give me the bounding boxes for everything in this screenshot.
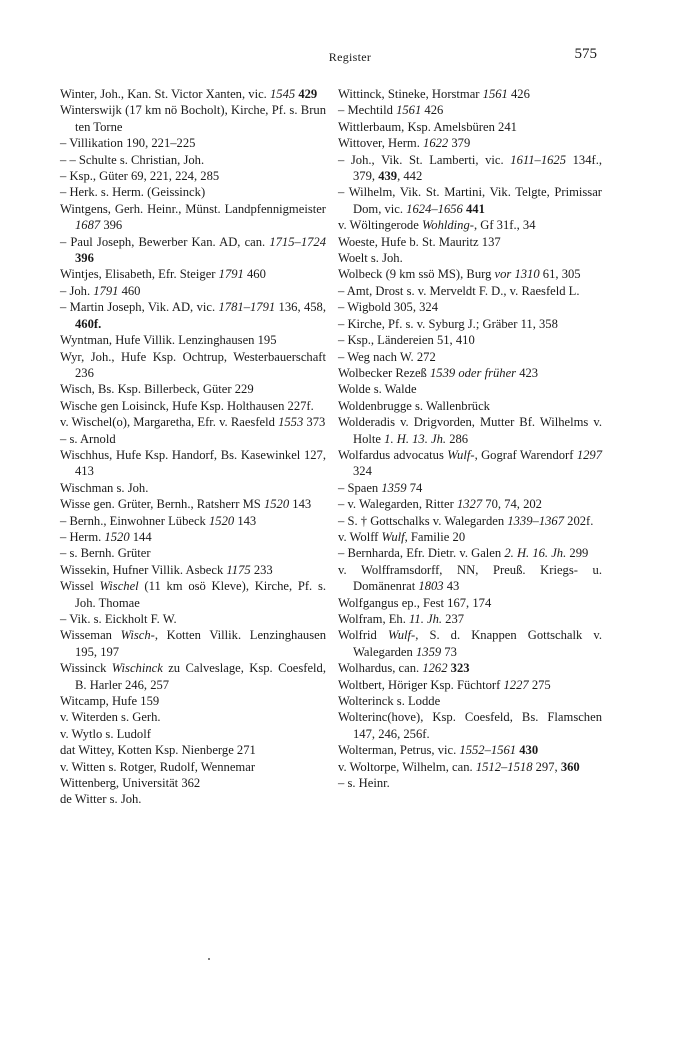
index-column-left [60, 86, 326, 808]
entry-text: 297, [532, 759, 561, 774]
entry-text: 237 [442, 612, 465, 626]
index-entry [338, 693, 602, 709]
entry-text: zu Calveslage, Ksp. Coesfeld, B. Harler 246, 257 [75, 661, 326, 692]
entry-text: 324 [353, 464, 372, 479]
index-entry [338, 135, 602, 151]
entry-text: 460f. [75, 316, 102, 331]
entry-text: 426 [507, 87, 530, 101]
index-entry [338, 562, 602, 595]
entry-text: 1359 [381, 480, 407, 495]
index-entry [338, 496, 602, 512]
index-entry [60, 775, 326, 791]
entry-text: 1227 [503, 677, 529, 692]
entry-text: 136, 458, [275, 300, 326, 315]
page-title: Register [328, 50, 372, 64]
entry-text: – s. Bernh. Grüter [60, 546, 151, 561]
entry-text: – Mechtild [338, 103, 397, 118]
entry-text: Wittover, Herm. [338, 136, 424, 151]
entry-text: 441 [466, 201, 485, 216]
index-entry [60, 496, 326, 512]
index-entry [60, 611, 326, 627]
entry-text: Wischhus, Hufe Ksp. Handorf, Bs. Kasewinkel 127, 413 [60, 447, 326, 479]
entry-text: – Bernh., Einwohner Lübeck [60, 513, 209, 528]
entry-text: Wolbecker Rezeß [338, 365, 430, 380]
entry-text: Wolhardus, can. [338, 661, 423, 676]
entry-text: – Spaen [338, 480, 382, 495]
entry-text: 1. H. 13. Jh. [384, 431, 447, 446]
entry-text: Wische gen Loisinck, Hufe Ksp. Holthausen 227f. [60, 398, 314, 413]
entry-text: , 442 [397, 169, 423, 184]
entry-text: v. Wolff [338, 529, 382, 544]
entry-text: Wisch- [120, 628, 155, 643]
entry-text: – Ksp., Ländereien 51, 410 [338, 333, 475, 348]
index-entry [338, 660, 602, 676]
entry-text: Wohlding- [421, 218, 474, 233]
index-entry [60, 660, 326, 693]
index-entry [60, 545, 326, 561]
entry-text: Wischman s. Joh. [60, 480, 149, 495]
entry-text: Woeste, Hufe b. St. Mauritz 137 [338, 234, 501, 249]
index-entry [338, 234, 602, 250]
index-entry [60, 86, 326, 102]
entry-text: Wolterinc(hove), Ksp. Coesfeld, Bs. Flamschen 147, 246, 256f. [338, 710, 602, 741]
index-entry [60, 709, 326, 725]
entry-text: 323 [450, 661, 470, 676]
index-entry [60, 184, 326, 200]
entry-text: Wolde s. Walde [338, 382, 417, 397]
entry-text: Wyntman, Hufe Villik. Lenzinghausen 195 [60, 333, 277, 348]
entry-text: Winter, Joh., Kan. St. Victor Xanten, vic. [60, 87, 270, 101]
index-entry [338, 611, 602, 627]
entry-text: 43 [443, 579, 460, 594]
entry-text: 1520 [263, 497, 290, 512]
index-entry [338, 102, 602, 118]
entry-text: (11 km osö Kleve), Kirche, Pf. s. Joh. Thomae [75, 579, 326, 610]
index-entry [338, 332, 602, 348]
index-entry [60, 102, 326, 135]
entry-text: 1624–1656 [406, 201, 463, 216]
entry-text: 1545 [269, 87, 296, 101]
entry-text: vor 1310 [494, 267, 540, 282]
index-entry [60, 562, 326, 578]
entry-text: – Vik. s. Eickholt F. W. [60, 612, 177, 626]
entry-text: – Wigbold 305, 324 [338, 300, 439, 315]
entry-text: – s. Heinr. [338, 776, 390, 791]
entry-text: – Wilhelm, Vik. St. Martini, Vik. Telgte, Primissar Dom, vic. [338, 185, 602, 216]
entry-text: dat Wittey, Kotten Ksp. Nienberge 271 [60, 743, 256, 758]
entry-text: 70, 74, 202 [482, 497, 542, 512]
entry-text: Wolderadis v. Drigvorden, Mutter Bf. Wilhelms v. Holte [338, 415, 602, 446]
entry-text: Wulf- [387, 628, 416, 643]
index-entry [338, 759, 602, 775]
index-entry [338, 349, 602, 365]
index-entry [60, 447, 326, 480]
entry-text: de Witter s. Joh. [60, 792, 142, 807]
entry-text: Wittinck, Stineke, Horstmar [338, 87, 483, 101]
entry-text: , Kotten Villik. Lenzinghausen 195, 197 [75, 628, 326, 659]
entry-text: Wissekin, Hufner Villik. Asbeck [60, 562, 227, 577]
entry-text: 1553 [278, 415, 304, 430]
entry-text: – Joh., Vik. St. Lamberti, vic. [338, 152, 511, 167]
index-entry [60, 414, 326, 430]
index-entry [60, 627, 326, 660]
entry-text: v. Woltorpe, Wilhelm, can. [338, 759, 476, 774]
index-entry [60, 791, 326, 807]
entry-text: v. Wytlo s. Ludolf [60, 726, 151, 741]
entry-text: , Gf 31f., 34 [473, 218, 536, 233]
index-entry [338, 545, 602, 561]
entry-text: 1359 [415, 644, 442, 659]
entry-text: 1262 [422, 661, 448, 676]
entry-text: v. Wolfframsdorff, NN, Preuß. Kriegs- u. Domänenrat [338, 562, 602, 594]
index-entry [338, 742, 602, 758]
index-entry [338, 266, 602, 282]
index-entry [60, 742, 326, 758]
entry-text: 379 [448, 136, 471, 151]
entry-text: 1552–1561 [459, 743, 517, 758]
index-entry [60, 693, 326, 709]
entry-text: – Martin Joseph, Vik. AD, vic. [60, 300, 219, 315]
entry-text: – S. † Gottschalks v. Walegarden [338, 513, 508, 528]
index-entry [338, 250, 602, 266]
index-entry [60, 135, 326, 151]
entry-text: Wischel [99, 579, 139, 594]
entry-text: 11. Jh. [409, 612, 443, 626]
entry-text: Wolfram, Eh. [338, 612, 410, 626]
entry-text: 1781–1791 [218, 300, 276, 315]
entry-text: 430 [519, 743, 539, 758]
index-entry [338, 595, 602, 611]
index-entry [338, 709, 602, 742]
entry-text: Wissel [60, 579, 100, 594]
entry-text: Wulf- [447, 447, 475, 462]
entry-text: – v. Walegarden, Ritter [338, 497, 457, 512]
index-entry [60, 332, 326, 348]
entry-text: 1611–1625 [510, 152, 567, 167]
entry-text: – Bernharda, Efr. Dietr. v. Galen [338, 546, 505, 561]
entry-text: 1539 oder früher [430, 365, 517, 380]
index-entry [338, 299, 602, 315]
entry-text: 360 [560, 759, 580, 774]
index-entry [60, 431, 326, 447]
index-entry [60, 283, 326, 299]
footer-dot [208, 958, 210, 960]
entry-text: Wintgens, Gerh. Heinr., Münst. Landpfennigmeister [60, 201, 326, 216]
entry-text: – Joh. [60, 283, 94, 298]
index-entry [338, 529, 602, 545]
entry-text: v. Witerden s. Gerh. [60, 710, 161, 725]
index-entry [60, 398, 326, 414]
entry-text: Wisseman [60, 628, 121, 643]
index-entry [60, 266, 326, 282]
entry-text: 1297 [576, 447, 602, 462]
entry-text: – Villikation 190, 221–225 [60, 136, 196, 151]
index-entry [60, 234, 326, 267]
entry-text: 1520 [209, 513, 235, 528]
index-entry [60, 168, 326, 184]
entry-text: 1561 [396, 103, 422, 118]
entry-text: Wulf [381, 529, 405, 544]
index-entry [60, 513, 326, 529]
index-entry [60, 759, 326, 775]
entry-text: 74 [406, 480, 423, 495]
entry-text: 1327 [456, 497, 483, 512]
entry-text: – Ksp., Güter 69, 221, 224, 285 [60, 169, 220, 184]
entry-text: Wolbeck (9 km ssö MS), Burg [338, 267, 495, 282]
entry-text: Wisse gen. Grüter, Bernh., Ratsherr MS [60, 497, 264, 512]
index-entry [338, 283, 602, 299]
entry-text: 2. H. 16. Jh. [504, 546, 567, 561]
entry-text: 1512–1518 [475, 759, 533, 774]
entry-text: Wischinck [111, 661, 163, 676]
page-number: 575 [574, 46, 597, 62]
index-entry [60, 529, 326, 545]
entry-text: 460 [243, 267, 266, 282]
entry-text: – Amt, Drost s. v. Merveldt F. D., v. Raesfeld L. [338, 283, 580, 298]
entry-text: Wolfardus advocatus [338, 447, 448, 462]
entry-text: , Gograf Warendorf [474, 447, 577, 462]
entry-text: 396 [75, 251, 94, 266]
entry-text: 460 [118, 283, 141, 298]
index-entry [338, 775, 602, 791]
index-entry [60, 726, 326, 742]
entry-text: Wintjes, Elisabeth, Efr. Steiger [60, 267, 219, 282]
entry-text: – – Schulte s. Christian, Joh. [60, 152, 205, 167]
entry-text: 396 [100, 218, 123, 233]
entry-text: – Kirche, Pf. s. v. Syburg J.; Gräber 11, 358 [338, 316, 558, 331]
entry-text: 73 [441, 644, 457, 659]
entry-text: 1339–1367 [507, 513, 564, 528]
entry-text: Wissinck [60, 661, 112, 676]
entry-text: 143 [289, 497, 312, 512]
entry-text: v. Wischel(o), Margaretha, Efr. v. Raesfeld [60, 415, 279, 430]
entry-text: Wittlerbaum, Ksp. Amelsbüren 241 [338, 119, 517, 134]
entry-text: – Herk. s. Herm. (Geissinck) [60, 185, 206, 200]
entry-text: Woelt s. Joh. [338, 251, 403, 266]
entry-text: 439 [378, 169, 398, 184]
entry-text: 1803 [418, 579, 444, 594]
entry-text: Woldenbrugge s. Wallenbrück [338, 398, 490, 413]
index-entry [60, 201, 326, 234]
entry-text: 61, 305 [539, 267, 581, 282]
entry-text: 299 [566, 546, 589, 561]
entry-text: 1791 [218, 267, 244, 282]
entry-text: 1622 [423, 136, 449, 151]
entry-text: 423 [516, 365, 539, 380]
entry-text: 1561 [482, 87, 508, 101]
entry-text: 373 [303, 415, 326, 430]
entry-text: 286 [446, 431, 469, 446]
entry-text: Wittenberg, Universität 362 [60, 776, 201, 791]
index-entry [60, 152, 326, 168]
entry-text: Wolterinck s. Lodde [338, 694, 441, 709]
entry-text: 1520 [104, 529, 130, 544]
entry-text: v. Wöltingerode [338, 218, 422, 233]
entry-text: v. Witten s. Rotger, Rudolf, Wennemar [60, 759, 256, 774]
index-entry [338, 217, 602, 233]
index-entry [338, 677, 602, 693]
entry-text: – Paul Joseph, Bewerber Kan. AD, can. [60, 234, 270, 249]
entry-text: – Weg nach W. 272 [338, 349, 436, 364]
entry-text: 202f. [564, 513, 594, 528]
entry-text: – s. Arnold [60, 431, 116, 446]
index-entry [338, 316, 602, 332]
entry-text: 144 [129, 529, 152, 544]
index-entry [338, 86, 602, 102]
entry-text: , S. d. Knappen Gottschalk v. Walegarden [353, 628, 602, 659]
index-entry [338, 119, 602, 135]
entry-text: 233 [250, 562, 273, 577]
index-entry [338, 480, 602, 496]
entry-text: Wolterman, Petrus, vic. [338, 743, 460, 758]
entry-text: Woltbert, Höriger Ksp. Füchtorf [338, 677, 504, 692]
index-entry [338, 152, 602, 185]
index-entry [60, 480, 326, 496]
index-entry [338, 365, 602, 381]
index-entry [60, 349, 326, 382]
index-column-right [338, 86, 602, 791]
entry-text: 143 [234, 513, 257, 528]
index-entry [338, 381, 602, 397]
entry-text: Wyr, Joh., Hufe Ksp. Ochtrup, Westerbauerschaft 236 [60, 349, 326, 380]
index-entry [338, 398, 602, 414]
entry-text: – Herm. [60, 529, 105, 544]
entry-text: 426 [421, 103, 444, 118]
index-entry [60, 578, 326, 611]
entry-text: 1715–1724 [269, 234, 326, 249]
entry-text: 1175 [226, 562, 251, 577]
index-entry [60, 299, 326, 332]
entry-text: Winterswijk (17 km nö Bocholt), Kirche, Pf. s. Brun ten Torne [60, 103, 326, 134]
entry-text: 275 [528, 677, 551, 692]
entry-text: 429 [298, 87, 318, 101]
index-entry [338, 184, 602, 217]
index-entry [338, 627, 602, 660]
index-entry [338, 513, 602, 529]
index-entry [338, 447, 602, 480]
entry-text: Witcamp, Hufe 159 [60, 694, 160, 709]
entry-text: Wolfrid [338, 628, 388, 643]
entry-text: 1687 [75, 218, 101, 233]
index-entry [338, 414, 602, 447]
entry-text: Wisch, Bs. Ksp. Billerbeck, Güter 229 [60, 382, 254, 397]
entry-text: 134f., 379, [353, 152, 603, 184]
index-entry [60, 381, 326, 397]
entry-text: Wolfgangus ep., Fest 167, 174 [338, 595, 492, 610]
entry-text: , Familie 20 [404, 529, 466, 544]
entry-text: 1791 [93, 283, 119, 298]
